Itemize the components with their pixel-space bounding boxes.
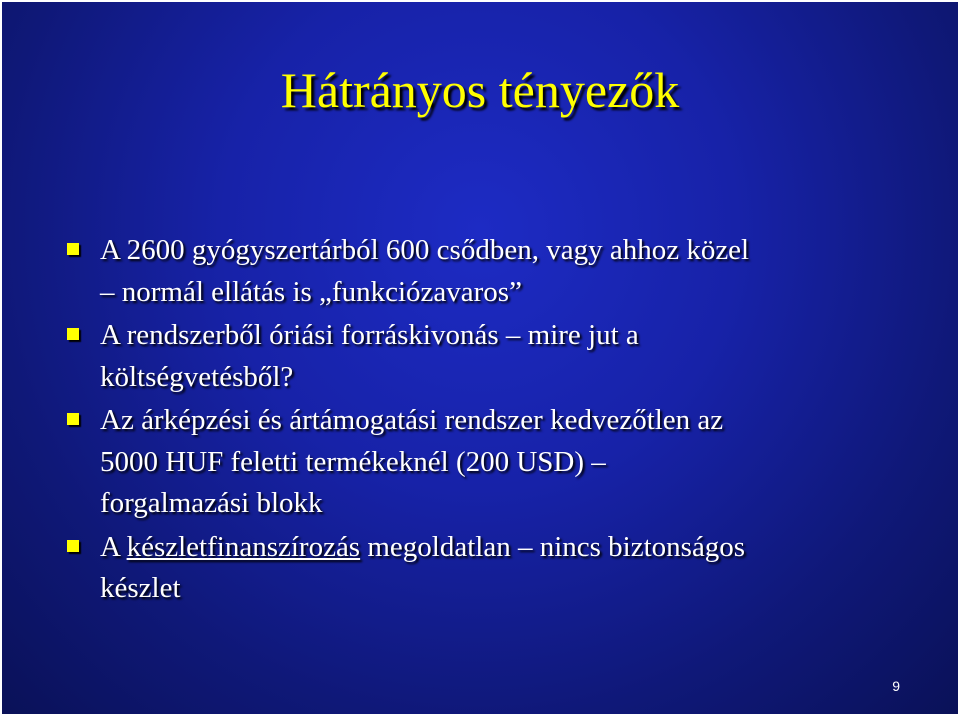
bullet-list [66,230,916,610]
bullet-text-line: forgalmazási blokk [100,487,323,519]
bullet-suffix: megoldatlan – nincs biztonságos [360,530,746,563]
square-bullet-icon [67,540,79,552]
bullet-text-line: készlet [100,572,181,604]
bullet-item-3 [66,400,916,525]
bullet-text-line: Az árképzési és ártámogatási rendszer kedvezőtlen az [100,404,724,436]
slide-title: Hátrányos tényezők [280,62,680,118]
square-bullet-icon [67,243,79,255]
bullet-item-1 [66,230,916,313]
bullet-text-line: A rendszerből óriási forráskivonás – mire jut a [100,319,639,351]
bullet-item-4 [66,527,916,610]
slide [2,2,958,714]
bullet-item-2 [66,315,916,398]
bullet-text-line: 5000 HUF feletti termékeknél (200 USD) – [100,445,606,478]
bullet-prefix: A [100,530,127,563]
bullet-text-line: A 2600 gyógyszertárból 600 csődben, vagy ahhoz közel [100,234,750,266]
bullet-text-line: – normál ellátás is „funkciózavaros” [100,275,522,308]
bullet-text-line: költségvetésből? [100,360,294,393]
underlined-term: készletfinanszírozás [126,530,361,563]
page-number: 9 [892,678,900,694]
square-bullet-icon [67,328,79,340]
square-bullet-icon [67,413,79,425]
bullet-text-line [100,527,916,569]
